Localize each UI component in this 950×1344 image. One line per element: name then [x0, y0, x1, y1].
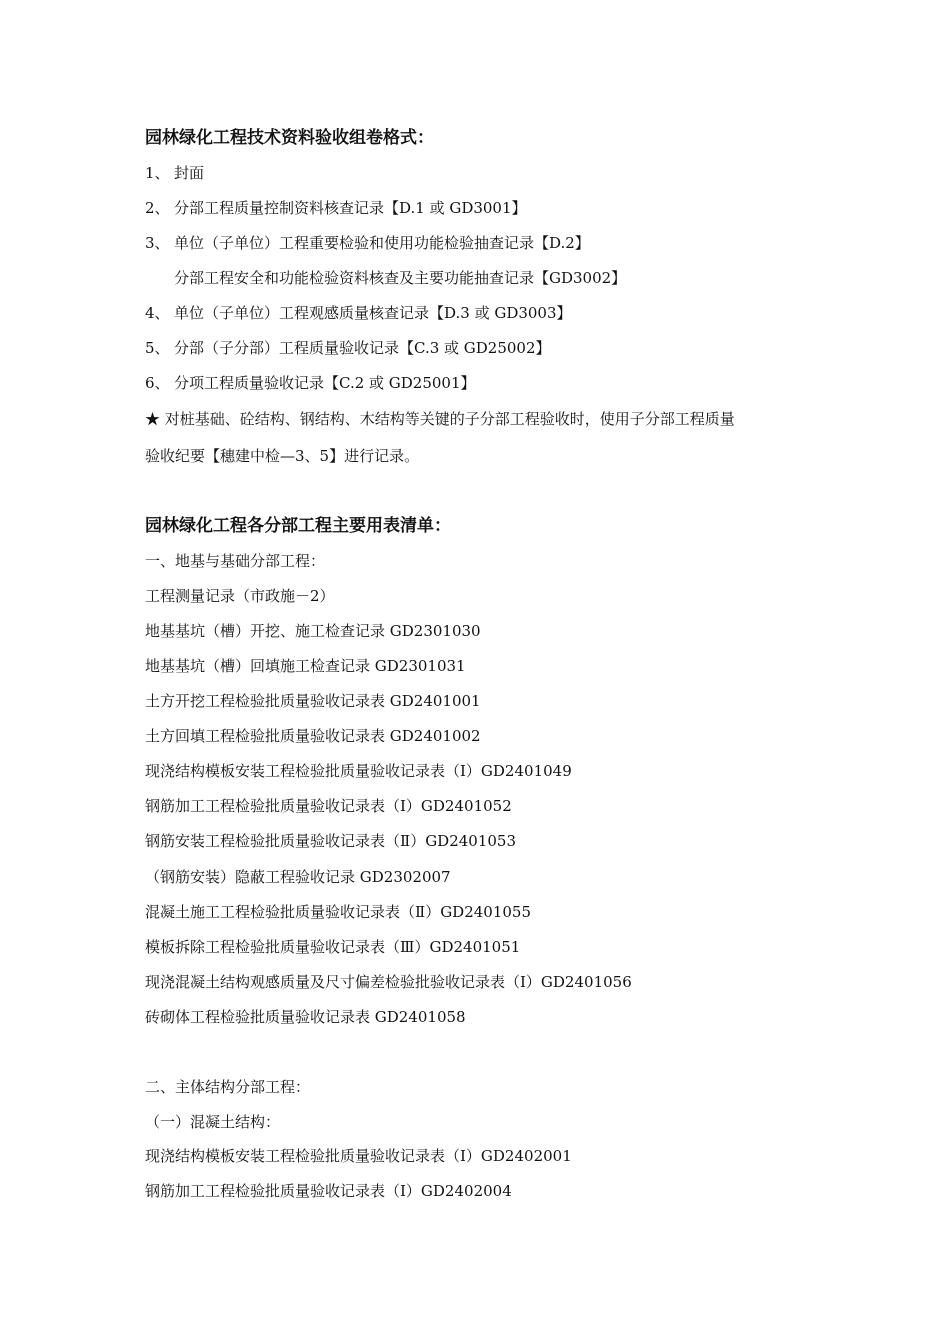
list-item: 钢筋加工工程检验批质量验收记录表（Ⅰ）GD2402004: [145, 1182, 512, 1200]
list-item: [145, 303, 572, 323]
list-item: [145, 233, 590, 253]
item-text: 单位（子单位）工程重要检验和使用功能检验抽查记录【D.2】: [174, 234, 590, 252]
item-number: 3、: [145, 234, 170, 252]
section-title-format: 园林绿化工程技术资料验收组卷格式：: [145, 128, 434, 148]
list-item: 混凝土施工工程检验批质量验收记录表（Ⅱ）GD2401055: [145, 903, 532, 921]
list-item: （钢筋安装）隐蔽工程验收记录 GD2302007: [145, 868, 451, 886]
list-item: 模板拆除工程检验批质量验收记录表（Ⅲ）GD2401051: [145, 938, 521, 956]
list-item: 现浇混凝土结构观感质量及尺寸偏差检验批验收记录表（Ⅰ）GD2401056: [145, 973, 632, 991]
item-number: 6、: [145, 374, 170, 392]
list-item: [145, 338, 551, 358]
list-item: 土方回填工程检验批质量验收记录表 GD2401002: [145, 727, 481, 745]
list-item: 钢筋加工工程检验批质量验收记录表（Ⅰ）GD2401052: [145, 797, 512, 815]
item-text: 封面: [174, 164, 205, 182]
note-line-2: 验收纪要【穗建中检—3、5】进行记录。: [145, 447, 420, 465]
part-heading: 一、地基与基础分部工程：: [145, 552, 326, 570]
list-item: 土方开挖工程检验批质量验收记录表 GD2401001: [145, 692, 481, 710]
list-item: [145, 268, 626, 288]
part-heading: 二、主体结构分部工程：: [145, 1078, 311, 1096]
item-number: 4、: [145, 304, 170, 322]
list-item: 现浇结构模板安装工程检验批质量验收记录表（Ⅰ）GD2402001: [145, 1147, 572, 1165]
item-text: 分部工程质量控制资料核查记录【D.1 或 GD3001】: [174, 199, 527, 217]
item-text: 分部工程安全和功能检验资料核查及主要功能抽查记录【GD3002】: [174, 269, 627, 287]
list-item: 钢筋安装工程检验批质量验收记录表（Ⅱ）GD2401053: [145, 832, 517, 850]
sub-heading: （一）混凝土结构：: [145, 1113, 281, 1131]
section-title-table-list: 园林绿化工程各分部工程主要用表清单：: [145, 516, 451, 536]
list-item: 砖砌体工程检验批质量验收记录表 GD2401058: [145, 1008, 466, 1026]
list-item: [145, 198, 527, 218]
note-line-1: ★ 对桩基础、砼结构、钢结构、木结构等关键的子分部工程验收时，使用子分部工程质量: [145, 410, 735, 428]
item-number: 2、: [145, 199, 170, 217]
item-number: 5、: [145, 339, 170, 357]
list-item: [145, 163, 204, 183]
list-item: 地基基坑（槽）回填施工检查记录 GD2301031: [145, 657, 466, 675]
item-number: 1、: [145, 164, 170, 182]
list-item: 现浇结构模板安装工程检验批质量验收记录表（Ⅰ）GD2401049: [145, 762, 572, 780]
item-text: 分项工程质量验收记录【C.2 或 GD25001】: [174, 374, 476, 392]
item-text: 单位（子单位）工程观感质量核查记录【D.3 或 GD3003】: [174, 304, 572, 322]
list-item: 地基基坑（槽）开挖、施工检查记录 GD2301030: [145, 622, 481, 640]
item-text: 分部（子分部）工程质量验收记录【C.3 或 GD25002】: [174, 339, 551, 357]
list-item: [145, 373, 476, 393]
list-item: 工程测量记录（市政施－2）: [145, 587, 335, 605]
